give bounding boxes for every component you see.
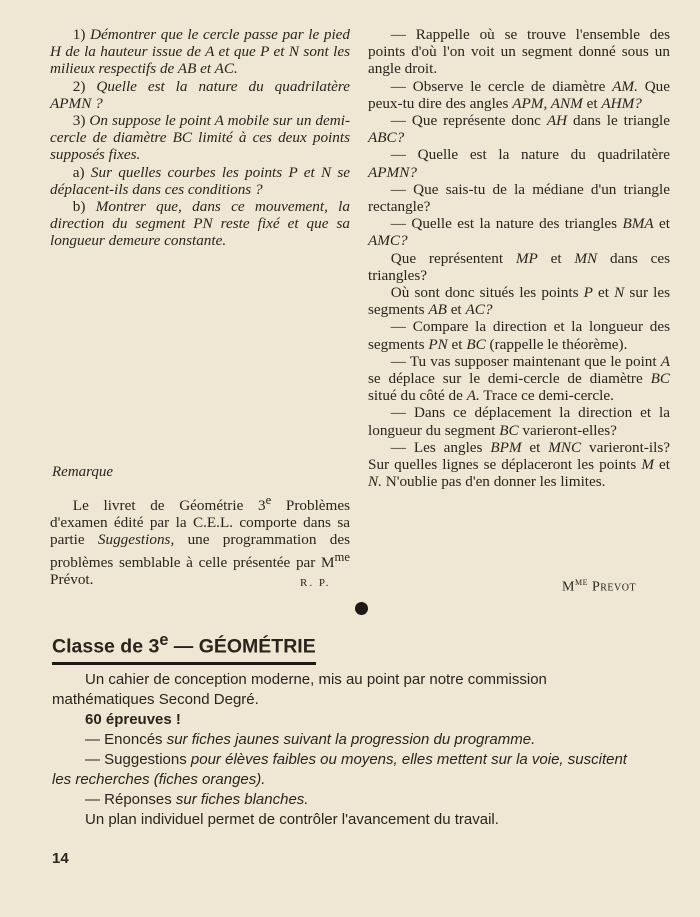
hint-12-b: BPM xyxy=(490,438,522,456)
hint-7-e: dans ces triangles? xyxy=(368,249,671,284)
remark-initials: R. P. xyxy=(300,577,331,589)
hint-2-b: AM. xyxy=(612,77,638,95)
advert-line-1: Un cahier de conception moderne, mis au point par notre commission mathématiques Second Degré. xyxy=(52,671,547,708)
question-3-number: 3) xyxy=(72,112,86,130)
hint-9-b: PN xyxy=(428,335,448,353)
hint-10-f: A. xyxy=(466,387,480,405)
remark-italic: Suggestions, xyxy=(97,531,175,549)
hint-12 xyxy=(368,439,670,491)
remark-text-3: une programmation des problèmes semblable à celle présentée par M xyxy=(50,531,350,571)
question-1-text: Démontrer que le cercle passe par le pied H de la hauteur issue de A et que P et N sont les milieux respectifs de AB et AC. xyxy=(50,26,350,78)
hint-8-b: P xyxy=(583,284,593,302)
advert-line-3-b: sur fiches jaunes suivant la progression du programme. xyxy=(166,731,536,748)
hint-11-b: BC xyxy=(499,421,519,439)
advert-heading xyxy=(52,631,316,665)
hint-2-f: AHM? xyxy=(601,94,642,112)
hint-8-h: AC? xyxy=(465,301,493,319)
hint-10-e: situé du côté de xyxy=(368,387,467,405)
author-signature xyxy=(562,575,636,596)
hint-7-a: Que représentent xyxy=(390,249,516,267)
remark-text-1: Le livret de Géométrie 3 xyxy=(72,497,266,515)
hint-9-e: (rappelle le théorème). xyxy=(485,335,628,353)
hint-7-b: MP xyxy=(515,249,538,267)
advert-line-2: 60 épreuves ! xyxy=(85,711,181,728)
hint-1: — Rappelle où se trouve l'ensemble des points d'où l'on voit un segment donné sous un angle droit. xyxy=(368,26,670,78)
question-1-number: 1) xyxy=(72,26,86,43)
hint-10-a: — Tu vas supposer maintenant que le point xyxy=(390,352,661,370)
right-column xyxy=(368,26,670,490)
advert-line-4 xyxy=(52,750,650,790)
hint-4-a: — Quelle est la nature du quadrilatère xyxy=(390,146,670,164)
hint-12-i: N'oublie pas d'en donner les limites. xyxy=(381,473,606,491)
question-3a-number: a) xyxy=(72,163,85,181)
hint-4-b: APMN? xyxy=(368,163,417,181)
page-number: 14 xyxy=(52,850,69,867)
question-3b-number: b) xyxy=(72,198,86,216)
hint-12-a: — Les angles xyxy=(390,438,491,456)
advert-line-4-a: — Suggestions xyxy=(85,751,191,768)
question-3b xyxy=(50,198,350,250)
hint-6-a: — Quelle est la nature des triangles xyxy=(390,215,623,233)
hint-3 xyxy=(368,112,670,146)
advert-line-3-a: — Enoncés xyxy=(85,731,167,748)
hint-6 xyxy=(368,215,670,249)
heading-text-1: Classe de 3 xyxy=(52,635,160,658)
hint-12-f: M xyxy=(641,456,654,474)
remark-sup-2: me xyxy=(334,549,350,564)
hint-7 xyxy=(368,250,670,284)
hint-8-c: et xyxy=(592,284,615,302)
question-2-number: 2) xyxy=(72,77,86,95)
hint-8-g: et xyxy=(446,301,466,319)
advert-line-5-b: sur fiches blanches. xyxy=(175,791,309,808)
hint-8-e: sur les segments xyxy=(368,284,671,319)
question-2-text: Quelle est la nature du quadrilatère APMN ? xyxy=(50,77,351,112)
hint-11-c: varieront-elles? xyxy=(518,421,617,439)
hint-12-c: et xyxy=(521,438,549,456)
hint-9 xyxy=(368,318,670,352)
advert-line-5 xyxy=(52,790,650,810)
hint-10 xyxy=(368,353,670,405)
advert-body xyxy=(52,670,650,830)
hint-3-c: dans le triangle xyxy=(567,112,670,130)
question-1 xyxy=(50,26,350,78)
hint-8-f: AB xyxy=(428,301,447,319)
hint-10-c: se déplace sur le demi-cercle de diamètre xyxy=(368,370,651,388)
hint-12-h: N. xyxy=(368,473,382,491)
hint-6-c: et xyxy=(653,215,670,233)
hint-9-c: et xyxy=(447,335,467,353)
heading-sup: e xyxy=(159,631,169,649)
hint-12-g: et xyxy=(653,456,670,474)
question-3 xyxy=(50,112,350,164)
hint-2-d: APM, ANM xyxy=(512,94,583,112)
remark-title: Remarque xyxy=(52,464,114,480)
hint-2-c: Que peux-tu dire des angles xyxy=(368,77,670,112)
hint-2-a: — Observe le cercle de diamètre xyxy=(390,77,613,95)
section-separator-dot xyxy=(355,602,368,615)
hint-5: — Que sais-tu de la médiane d'un triangle rectangle? xyxy=(368,180,670,216)
hint-6-b: BMA xyxy=(622,215,654,233)
signature-name: Prevot xyxy=(587,579,637,595)
hint-3-a: — Que représente donc xyxy=(390,112,547,130)
hint-6-d: AMC? xyxy=(368,232,408,250)
hint-7-d: MN xyxy=(574,249,598,267)
advert-line-4-b: pour élèves faibles ou moyens, elles mettent sur la voie, suscitent les recherches (fiches oranges). xyxy=(52,751,627,788)
hint-8-a: Où sont donc situés les points xyxy=(390,284,584,302)
heading-text-2: — GÉOMÉTRIE xyxy=(168,635,316,658)
hint-2 xyxy=(368,78,670,112)
question-3a xyxy=(50,164,350,198)
hint-10-b: A xyxy=(660,352,670,370)
hint-8-d: N xyxy=(614,284,625,302)
hint-10-g: Trace ce demi-cercle. xyxy=(479,387,614,405)
remark-text-4: Prévot. xyxy=(50,570,94,588)
hint-10-d: BC xyxy=(650,370,670,388)
hint-12-e: varieront-ils? Sur quelles lignes se déplaceront les points xyxy=(368,438,671,474)
hint-11 xyxy=(368,404,670,438)
advert-line-6: Un plan individuel permet de contrôler l'avancement du travail. xyxy=(85,811,499,828)
question-3-text: On suppose le point A mobile sur un demi-cercle de diamètre BC limité à ces deux points supposés fixes. xyxy=(50,112,350,164)
hint-11-a: — Dans ce déplacement la direction et la longueur du segment xyxy=(368,404,670,439)
signature-prefix: M xyxy=(562,579,575,595)
advert-line-3 xyxy=(52,730,650,750)
remark-body xyxy=(50,492,350,588)
question-3a-text: Sur quelles courbes les points P et N se déplacent-ils dans ces conditions ? xyxy=(50,163,351,198)
hint-9-a: — Compare la direction et la longueur des segments xyxy=(368,318,670,353)
question-3b-text: Montrer que, dans ce mouvement, la direction du segment PN reste fixé et que sa longueur demeure constante. xyxy=(50,198,351,250)
hint-3-b: AH xyxy=(546,112,568,130)
left-column xyxy=(50,26,350,250)
remark-text-2: Problèmes d'examen édité par la C.E.L. comporte dans sa partie xyxy=(50,497,350,549)
signature-sup: me xyxy=(574,575,588,588)
hint-3-d: ABC? xyxy=(368,129,405,147)
hint-7-c: et xyxy=(537,249,575,267)
hint-8 xyxy=(368,284,670,318)
hint-12-d: MNC xyxy=(548,438,582,456)
remark-sup-1: e xyxy=(265,493,272,507)
hint-4 xyxy=(368,146,670,180)
advert-line-5-a: — Réponses xyxy=(85,791,176,808)
hint-2-e: et xyxy=(582,94,602,112)
hint-9-d: BC xyxy=(466,335,486,353)
question-2 xyxy=(50,78,350,112)
